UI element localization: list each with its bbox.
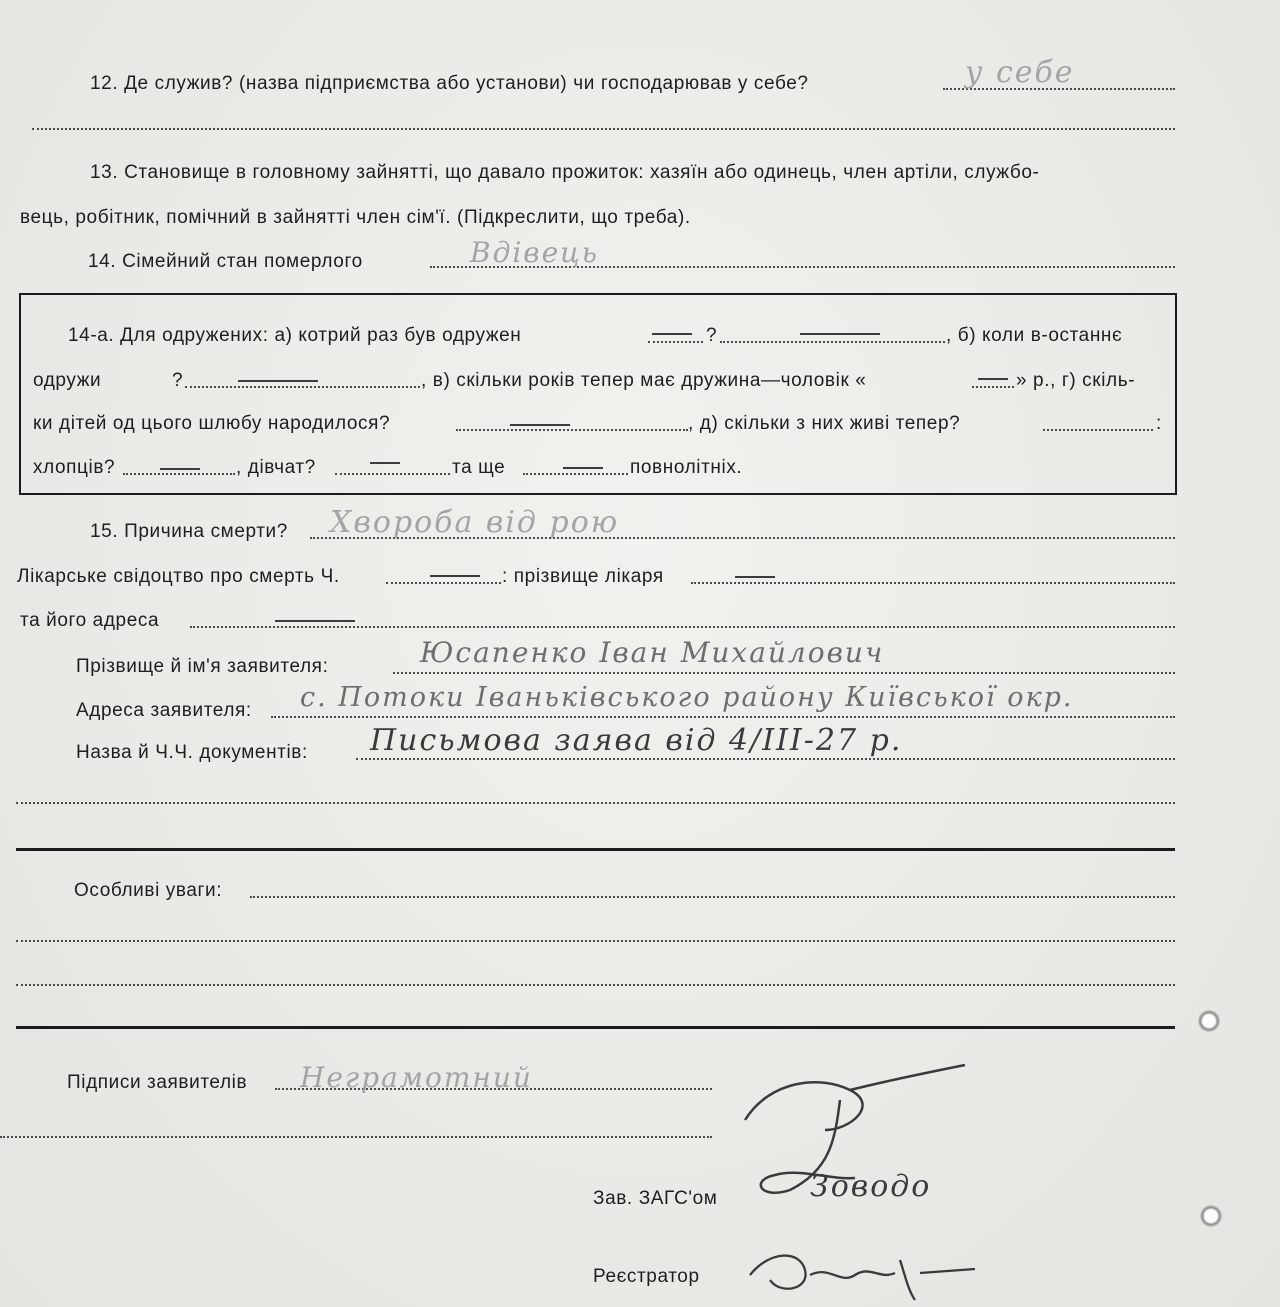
blank-line [16,802,1175,804]
registrar-signature [730,1245,990,1305]
punch-hole [1198,1010,1220,1032]
hand-dash [275,620,355,622]
q14a-dots [456,429,688,431]
q14a-line4-c: та ще [452,457,506,478]
q14a-dots [1043,429,1153,431]
hand-dash [430,575,480,577]
remarks-line [250,896,1175,898]
q12-extra-line [32,128,1175,130]
q15-label: 15. Причина смерти? [90,521,288,542]
punch-hole [1200,1205,1222,1227]
q14a-line3-b: , д) скільки з них живі тепер? [688,413,961,434]
applicant-address-line [271,716,1175,718]
q14a-dots [523,473,628,475]
applicant-address: с. Потоки Іваньківського району Київської окр. [300,682,1074,713]
registrar-label: Реєстратор [593,1266,700,1287]
q14a-dots [648,341,703,343]
q14a-line2-a: одружи [33,370,102,391]
hand-dash [652,333,692,335]
hand-dash [978,378,1008,380]
head-label: Зав. ЗАГС'ом [593,1188,718,1209]
signatures-label: Підписи заявителів [67,1072,248,1093]
applicant-name-line [393,672,1175,674]
q14a-line4-d: повнолітніх. [630,457,743,478]
q14a-line1-a: 14-а. Для одружених: а) котрий раз був одружен [68,325,522,346]
separator-rule [16,1026,1175,1029]
doctor-address-line [190,626,1175,628]
signatures-line [0,1136,712,1138]
documents-line [356,758,1175,760]
hand-dash [160,468,200,470]
signatures-value: Неграмотний [300,1061,533,1094]
head-signature-scrawl [730,1060,990,1210]
applicant-name-label: Прізвище й ім'я заявителя: [76,656,329,677]
q14-label: 14. Сімейний стан померлого [88,251,363,272]
doctor-fill-line [691,582,1175,584]
applicant-name: Юсапенко Іван Михайлович [420,636,885,669]
separator-rule [16,848,1175,851]
q14a-line1-b: , б) коли в-останнє [946,325,1123,346]
q14a-line3-c: : [1156,413,1162,434]
cert-label: Лікарське свідоцтво про смерть Ч. [17,566,340,587]
documents-value: Письмова заява від 4/III-27 р. [370,723,903,758]
q13-line1: 13. Становище в головному зайнятті, що давало прожиток: хазяїн або одинець, член артіли, службо- [90,162,1040,183]
q12-answer: у себе [965,55,1075,90]
q14a-dots [185,386,420,388]
q14a-line3-a: ки дітей од цього шлюбу народилося? [33,413,391,434]
hand-dash [238,380,318,382]
q14a-dots [123,473,235,475]
doctor-address-label: та його адреса [20,610,160,631]
hand-dash [800,333,880,335]
cert-fill-line [386,582,501,584]
q14-answer: Вдівець [470,236,599,269]
remarks-line [16,940,1175,942]
q14a-line2-c: » р., г) скіль- [1016,370,1136,391]
q14a-dots [335,473,450,475]
q14a-line2-q: ? [172,370,184,391]
q14a-line1-q: ? [706,325,718,346]
q14a-dots [972,386,1014,388]
q13-line2: вець, робітник, помічний в зайнятті член сім'ї. (Підкреслити, що треба). [20,207,691,228]
q12-label: 12. Де служив? (назва підприємства або установи) чи господарював у себе? [90,73,809,94]
hand-dash [735,576,775,578]
q14a-line4-a: хлопців? [33,457,116,478]
q15-answer: Хвороба від рою [330,505,620,540]
hand-dash [510,424,570,426]
remarks-label: Особливі уваги: [74,880,223,901]
applicant-address-label: Адреса заявителя: [76,700,252,721]
q14a-dots [720,341,945,343]
doctor-label: : прізвище лікаря [502,566,664,587]
documents-label: Назва й Ч.Ч. документів: [76,742,308,763]
q14a-box [19,293,1177,495]
q14a-line4-b: , дівчат? [236,457,316,478]
hand-dash [370,462,400,464]
head-signature: Зоводо [810,1169,932,1204]
q14a-line2-b: , в) скільки років тепер має дружина—чоловік « [421,370,867,391]
remarks-line [16,984,1175,986]
hand-dash [563,467,603,469]
